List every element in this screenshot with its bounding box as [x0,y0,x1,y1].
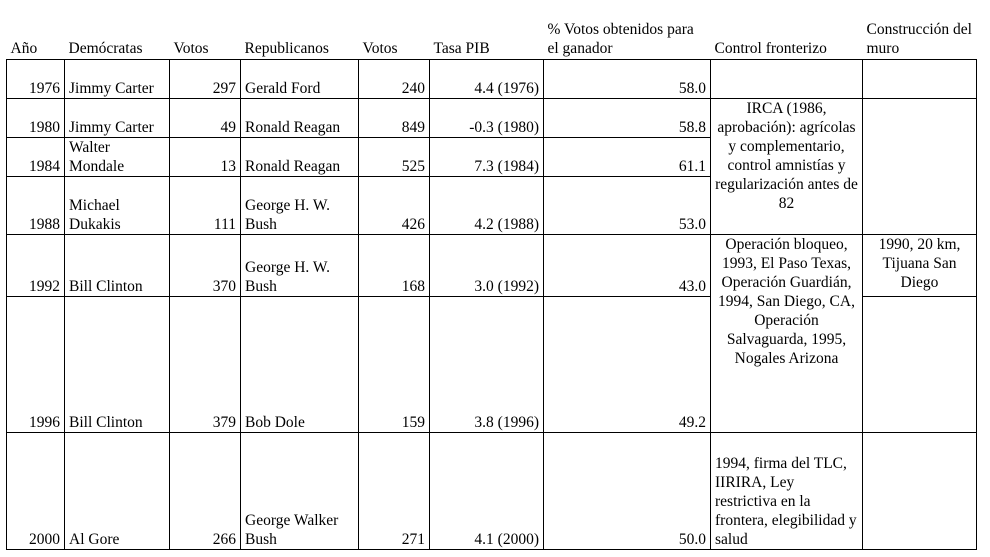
democrat-cell: Bill Clinton [65,297,170,433]
democrat-cell: Al Gore [65,433,170,550]
header-border-control: Control fronterizo [711,6,863,60]
year-cell: 1984 [7,138,65,177]
border-control-cell [711,60,863,99]
winner-pct-cell: 53.0 [544,177,711,235]
democrat-cell: Jimmy Carter [65,99,170,138]
dem-votes-cell: 13 [170,138,241,177]
table-row [7,235,977,297]
winner-pct-cell: 61.1 [544,138,711,177]
header-year: Año [7,6,65,60]
dem-votes-cell: 297 [170,60,241,99]
header-democrats: Demócratas [65,6,170,60]
header-dem-votes: Votos [170,6,241,60]
republican-cell: George H. W. Bush [241,235,359,297]
rep-votes-cell: 240 [359,60,430,99]
democrat-cell: Walter Mondale [65,138,170,177]
gdp-cell: 3.0 (1992) [430,235,544,297]
wall-cell-1992: 1990, 20 km, Tijuana San Diego [863,235,977,297]
gdp-cell: 4.4 (1976) [430,60,544,99]
table-row [7,433,977,550]
year-cell: 1976 [7,60,65,99]
rep-votes-cell: 426 [359,177,430,235]
gdp-cell: -0.3 (1980) [430,99,544,138]
democrat-cell: Jimmy Carter [65,60,170,99]
dem-votes-cell: 49 [170,99,241,138]
republican-cell: Ronald Reagan [241,138,359,177]
republican-cell: Ronald Reagan [241,99,359,138]
header-wall: Construcción del muro [863,6,977,60]
border-control-irca: IRCA (1986, aprobación): agrícolas y complementario, control amnistías y regularización antes de 82 [711,99,863,235]
winner-pct-cell: 43.0 [544,235,711,297]
winner-pct-cell: 58.0 [544,60,711,99]
gdp-cell: 7.3 (1984) [430,138,544,177]
table-row [7,60,977,99]
election-border-table [6,6,977,550]
header-gdp: Tasa PIB [430,6,544,60]
rep-votes-cell: 159 [359,297,430,433]
rep-votes-cell: 525 [359,138,430,177]
republican-cell: George H. W. Bush [241,177,359,235]
gdp-cell: 4.2 (1988) [430,177,544,235]
header-row [7,6,977,60]
gdp-cell: 3.8 (1996) [430,297,544,433]
header-republicans: Republicanos [241,6,359,60]
table-row [7,99,977,138]
winner-pct-cell: 50.0 [544,433,711,550]
header-rep-votes: Votos [359,6,430,60]
year-cell: 1980 [7,99,65,138]
border-control-operations: Operación bloqueo, 1993, El Paso Texas, Operación Guardián, 1994, San Diego, CA, Operación Salvaguarda, 1995, Nogales Arizona [711,235,863,433]
dem-votes-cell: 379 [170,297,241,433]
republican-cell: George Walker Bush [241,433,359,550]
winner-pct-cell: 49.2 [544,297,711,433]
republican-cell: Bob Dole [241,297,359,433]
dem-votes-cell: 266 [170,433,241,550]
rep-votes-cell: 849 [359,99,430,138]
republican-cell: Gerald Ford [241,60,359,99]
rep-votes-cell: 271 [359,433,430,550]
winner-pct-cell: 58.8 [544,99,711,138]
democrat-cell: Bill Clinton [65,235,170,297]
wall-cell [863,433,977,550]
wall-cell [863,99,977,235]
dem-votes-cell: 111 [170,177,241,235]
wall-cell [863,60,977,99]
year-cell: 1992 [7,235,65,297]
wall-cell [863,297,977,433]
year-cell: 1996 [7,297,65,433]
border-control-tlc: 1994, firma del TLC, IIRIRA, Ley restrictiva en la frontera, elegibilidad y salud [711,433,863,550]
democrat-cell: Michael Dukakis [65,177,170,235]
gdp-cell: 4.1 (2000) [430,433,544,550]
rep-votes-cell: 168 [359,235,430,297]
year-cell: 2000 [7,433,65,550]
header-winner-pct: % Votos obtenidos para el ganador [544,6,711,60]
year-cell: 1988 [7,177,65,235]
dem-votes-cell: 370 [170,235,241,297]
